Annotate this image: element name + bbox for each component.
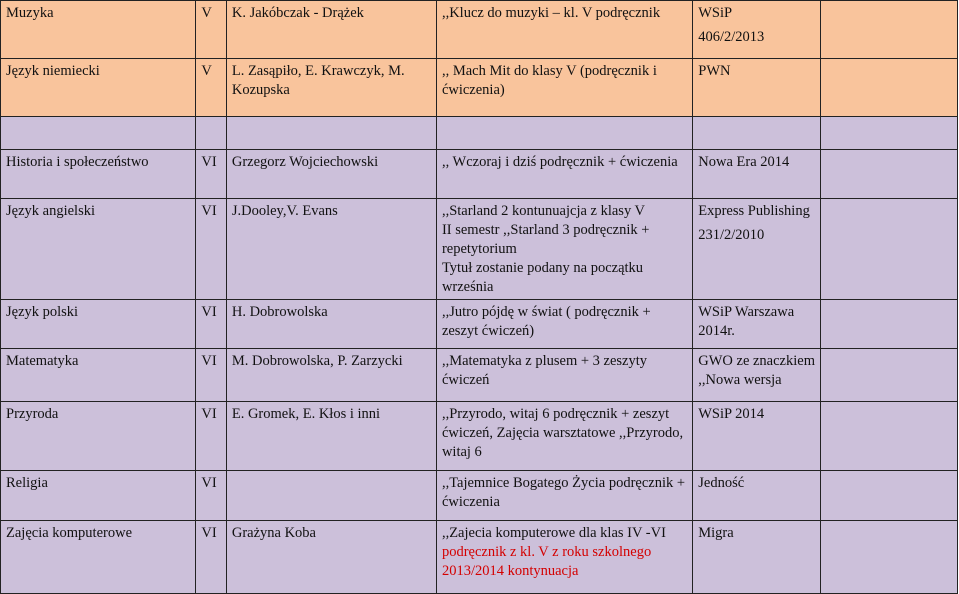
title-line: ,,Zajecia komputerowe dla klas IV -VI bbox=[441, 525, 666, 541]
table-row bbox=[1, 402, 958, 471]
title-cell: ,, Mach Mit do klasy V (podręcznik i ćwiczenia) bbox=[436, 59, 692, 117]
author-cell: J.Dooley,V. Evans bbox=[226, 199, 436, 300]
table-row bbox=[1, 349, 958, 402]
author-cell: K. Jakóbczak - Drążek bbox=[226, 1, 436, 59]
empty-cell bbox=[821, 59, 958, 117]
table-row bbox=[1, 300, 958, 349]
author-cell: Grzegorz Wojciechowski bbox=[226, 150, 436, 199]
class-cell: VI bbox=[196, 300, 226, 349]
subject-cell: Język niemiecki bbox=[1, 59, 196, 117]
publisher-name: WSiP Warszawa bbox=[698, 304, 795, 320]
table-row bbox=[1, 59, 958, 117]
subject-cell: Zajęcia komputerowe bbox=[1, 521, 196, 594]
empty-cell bbox=[821, 402, 958, 471]
empty-cell bbox=[821, 1, 958, 59]
title-line: września bbox=[441, 279, 494, 295]
subject-cell: Przyroda bbox=[1, 402, 196, 471]
subject-cell: Religia bbox=[1, 471, 196, 521]
author-cell: M. Dobrowolska, P. Zarzycki bbox=[226, 349, 436, 402]
table-row bbox=[1, 199, 958, 300]
approval-number: 406/2/2013 bbox=[698, 29, 765, 45]
author-cell: H. Dobrowolska bbox=[226, 300, 436, 349]
title-note: podręcznik z kl. V z roku szkolnego 2013/2014 kontynuacja bbox=[441, 544, 652, 579]
empty-cell bbox=[821, 150, 958, 199]
empty-cell bbox=[821, 300, 958, 349]
publisher-cell bbox=[693, 199, 821, 300]
subject-cell: Matematyka bbox=[1, 349, 196, 402]
publisher-year: 2014r. bbox=[698, 323, 735, 339]
table-row bbox=[1, 521, 958, 594]
author-cell: Grażyna Koba bbox=[226, 521, 436, 594]
publisher-cell: PWN bbox=[693, 59, 821, 117]
table-row bbox=[1, 150, 958, 199]
class-cell: VI bbox=[196, 349, 226, 402]
subject-cell: Język polski bbox=[1, 300, 196, 349]
approval-number: 231/2/2010 bbox=[698, 227, 765, 243]
class-cell: VI bbox=[196, 471, 226, 521]
empty-cell bbox=[821, 521, 958, 594]
subject-cell: Język angielski bbox=[1, 199, 196, 300]
publisher-cell: Nowa Era 2014 bbox=[693, 150, 821, 199]
title-line: repetytorium bbox=[441, 241, 517, 257]
title-line: ,,Starland 2 kontunuajcja z klasy V bbox=[441, 203, 646, 219]
publisher-cell: Jedność bbox=[693, 471, 821, 521]
title-cell: ,, Wczoraj i dziś podręcznik + ćwiczenia bbox=[436, 150, 692, 199]
empty-cell bbox=[821, 471, 958, 521]
author-cell bbox=[226, 471, 436, 521]
class-cell: V bbox=[196, 59, 226, 117]
publisher-cell: GWO ze znaczkiem ,,Nowa wersja bbox=[693, 349, 821, 402]
empty-cell bbox=[821, 199, 958, 300]
author-cell: E. Gromek, E. Kłos i inni bbox=[226, 402, 436, 471]
table-row bbox=[1, 1, 958, 59]
title-cell: ,,Klucz do muzyki – kl. V podręcznik bbox=[436, 1, 692, 59]
publisher-name: Express Publishing bbox=[698, 203, 810, 219]
table-row-empty bbox=[1, 117, 958, 150]
class-cell: VI bbox=[196, 521, 226, 594]
title-line: Tytuł zostanie podany na początku bbox=[441, 260, 644, 276]
title-cell bbox=[436, 521, 692, 594]
publisher-cell bbox=[693, 1, 821, 59]
class-cell: V bbox=[196, 1, 226, 59]
title-cell: ,,Matematyka z plusem + 3 zeszyty ćwiczeń bbox=[436, 349, 692, 402]
title-line: II semestr ,,Starland 3 podręcznik + bbox=[441, 222, 650, 238]
publisher-name: WSiP bbox=[698, 5, 733, 21]
publisher-cell bbox=[693, 300, 821, 349]
empty-cell bbox=[821, 349, 958, 402]
author-cell: L. Zasąpiło, E. Krawczyk, M. Kozupska bbox=[226, 59, 436, 117]
title-cell: ,,Jutro pójdę w świat ( podręcznik + zeszyt ćwiczeń) bbox=[436, 300, 692, 349]
class-cell: VI bbox=[196, 402, 226, 471]
title-cell: ,,Tajemnice Bogatego Życia podręcznik + ćwiczenia bbox=[436, 471, 692, 521]
title-cell: ,,Przyrodo, witaj 6 podręcznik + zeszyt ćwiczeń, Zajęcia warsztatowe ,,Przyrodo, witaj 6 bbox=[436, 402, 692, 471]
table-row bbox=[1, 471, 958, 521]
subject-cell: Historia i społeczeństwo bbox=[1, 150, 196, 199]
publisher-cell: Migra bbox=[693, 521, 821, 594]
publisher-cell: WSiP 2014 bbox=[693, 402, 821, 471]
subject-cell: Muzyka bbox=[1, 1, 196, 59]
class-cell: VI bbox=[196, 150, 226, 199]
title-cell bbox=[436, 199, 692, 300]
class-cell: VI bbox=[196, 199, 226, 300]
